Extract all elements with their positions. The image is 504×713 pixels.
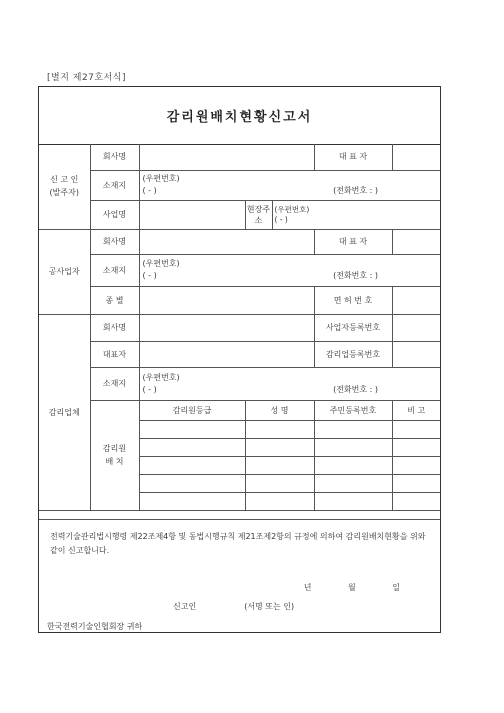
remarks-cell[interactable]	[392, 492, 440, 510]
contractor-location-label: 소재지	[90, 254, 139, 286]
postal-code-blank: ( - )	[142, 271, 157, 280]
business-reg-label: 사업자등록번호	[314, 314, 392, 341]
firm-representative-field[interactable]	[139, 341, 314, 367]
supervision-reg-label: 감리업등록번호	[314, 341, 392, 367]
deployment-label-2: 배 치	[105, 457, 124, 466]
postal-label: (우편번호)	[142, 372, 180, 382]
deployment-label-1: 감리원	[102, 444, 127, 453]
project-name-field[interactable]	[139, 200, 245, 229]
phone-label: (전화번호 : )	[333, 186, 379, 195]
resident-no-cell[interactable]	[314, 492, 392, 510]
grade-cell[interactable]	[139, 474, 245, 492]
remarks-cell[interactable]	[392, 474, 440, 492]
project-name-label: 사업명	[90, 200, 139, 229]
phone-label: (전화번호 : )	[333, 271, 379, 280]
grade-cell[interactable]	[139, 438, 245, 456]
header-name: 성 명	[245, 400, 314, 420]
reporter-section-label	[39, 144, 90, 229]
name-cell[interactable]	[245, 420, 314, 438]
reporter-sub-label: (발주자)	[49, 188, 79, 198]
grade-cell[interactable]	[139, 420, 245, 438]
phone-label: (전화번호 : )	[333, 384, 379, 394]
supervisor-firm-section-label: 감리업체	[39, 314, 90, 510]
postal-code-blank: ( - )	[142, 384, 157, 394]
grade-cell[interactable]	[139, 492, 245, 510]
contractor-representative-label: 대 표 자	[314, 229, 392, 254]
addressee: 한국전력기술인협회장 귀하	[47, 622, 143, 631]
site-address-label: 현장주소	[245, 200, 272, 229]
reporter-company-label: 회사명	[90, 144, 139, 170]
firm-company-field[interactable]	[139, 314, 314, 341]
contractor-type-label: 종 별	[90, 286, 139, 314]
postal-label: (우편번호)	[142, 259, 180, 268]
resident-no-cell[interactable]	[314, 420, 392, 438]
supervision-reg-field[interactable]	[392, 341, 440, 367]
reporter-representative-field[interactable]	[392, 144, 440, 170]
reporter-location-field[interactable]	[139, 170, 440, 200]
reporter-company-field[interactable]	[139, 144, 314, 170]
reporter-representative-label: 대 표 자	[314, 144, 392, 170]
form-title: 감리원배치현황신고서	[166, 110, 313, 125]
header-remarks: 비 고	[392, 400, 440, 420]
license-number-label: 면 허 번 호	[314, 286, 392, 314]
firm-location-label: 소재지	[90, 367, 139, 400]
name-cell[interactable]	[245, 456, 314, 474]
declaration-section	[39, 519, 440, 633]
resident-no-cell[interactable]	[314, 456, 392, 474]
declaration-statement: 전력기술관리법시행령 제22조제4항 및 동법시행규칙 제21조제2항의 규정에 의하여 감리원배치현황을 위와 같이 신고합니다.	[50, 532, 426, 555]
site-address-field[interactable]	[272, 200, 392, 229]
contractor-company-label: 회사명	[90, 229, 139, 254]
postal-code-blank: ( - )	[142, 186, 157, 195]
header-resident-no: 주민등록번호	[314, 400, 392, 420]
remarks-cell[interactable]	[392, 456, 440, 474]
contractor-company-field[interactable]	[139, 229, 314, 254]
contractor-section-label: 공사업자	[39, 229, 90, 314]
title-area	[39, 87, 440, 145]
contractor-type-field[interactable]	[139, 286, 314, 314]
resident-no-cell[interactable]	[314, 474, 392, 492]
reporter-label: 신 고 인	[50, 175, 79, 185]
name-cell[interactable]	[245, 492, 314, 510]
report-form	[38, 86, 441, 633]
business-reg-field[interactable]	[392, 314, 440, 341]
signer-label: 신고인	[173, 602, 197, 611]
contractor-location-field[interactable]	[139, 254, 440, 286]
grade-cell[interactable]	[139, 456, 245, 474]
reporter-location-label: 소재지	[90, 170, 139, 200]
site-postal-label: (우편번호)	[274, 204, 310, 214]
form-number: [별지 제27호서식]	[47, 73, 126, 83]
deployment-label-cell	[90, 400, 139, 510]
signer-note: (서명 또는 인)	[244, 602, 295, 611]
name-cell[interactable]	[245, 438, 314, 456]
resident-no-cell[interactable]	[314, 438, 392, 456]
date-line[interactable]: 년 월 일	[303, 583, 400, 592]
header-grade: 감리원등급	[139, 400, 245, 420]
remarks-cell[interactable]	[392, 420, 440, 438]
form-grid	[39, 144, 440, 511]
license-number-field[interactable]	[392, 286, 440, 314]
firm-representative-label: 대표자	[90, 341, 139, 367]
remarks-cell[interactable]	[392, 438, 440, 456]
postal-label: (우편번호)	[142, 174, 180, 183]
firm-location-field[interactable]	[139, 367, 440, 400]
name-cell[interactable]	[245, 474, 314, 492]
contractor-representative-field[interactable]	[392, 229, 440, 254]
firm-company-label: 회사명	[90, 314, 139, 341]
site-postal-blank: ( - )	[274, 214, 288, 224]
signer-line[interactable]	[173, 601, 294, 612]
